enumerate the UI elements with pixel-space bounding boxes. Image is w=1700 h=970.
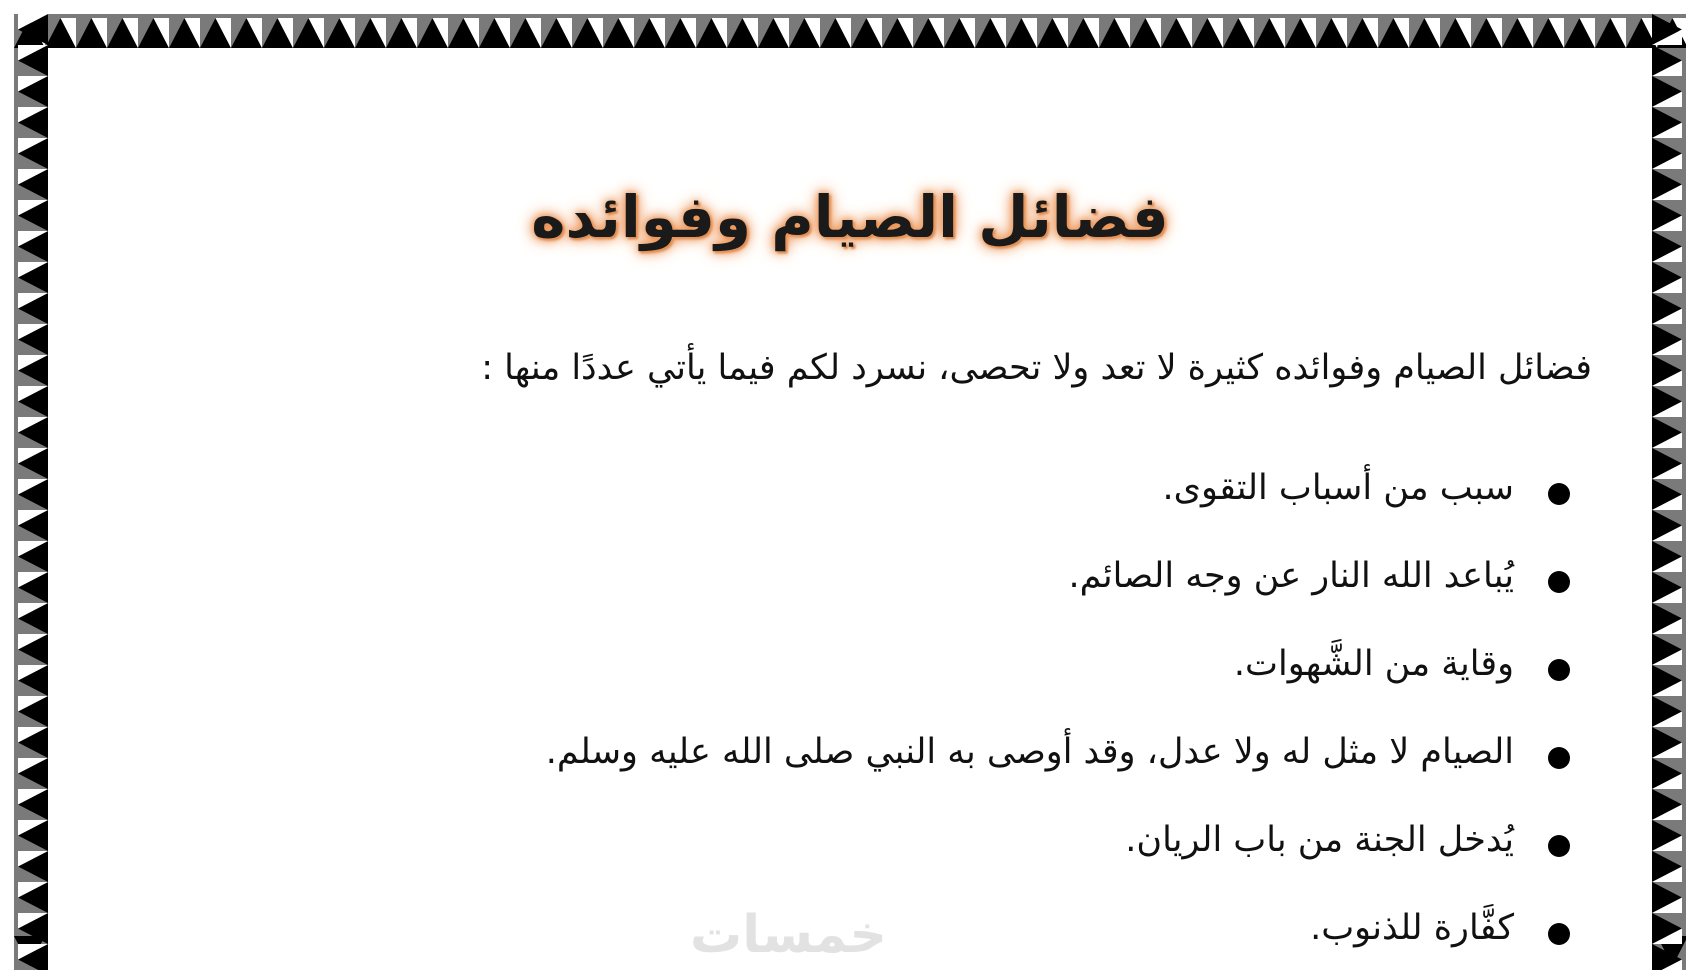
bullet-icon	[1548, 923, 1570, 945]
watermark-logo: خمسات	[690, 905, 888, 965]
list-item	[546, 732, 1570, 820]
bullet-icon	[1548, 659, 1570, 681]
list-item-text: الصيام لا مثل له ولا عدل، وقد أوصى به النبي صلى الله عليه وسلم.	[545, 732, 1514, 772]
intro-paragraph: فضائل الصيام وفوائده كثيرة لا تعد ولا تحصى، نسرد لكم فيما يأتي عددًا منها :	[481, 348, 1592, 388]
bullet-icon	[1548, 835, 1570, 857]
list-item	[546, 820, 1570, 908]
list-item-text: سبب من أسباب التقوى.	[1162, 468, 1514, 508]
decorative-border-frame	[14, 14, 1686, 970]
bullet-icon	[1548, 747, 1570, 769]
document-page	[48, 48, 1652, 970]
list-item-text: يُباعد الله النار عن وجه الصائم.	[1068, 556, 1514, 596]
list-item	[546, 556, 1570, 644]
benefits-list	[546, 468, 1570, 970]
bullet-icon	[1548, 571, 1570, 593]
list-item	[546, 468, 1570, 556]
list-item	[546, 644, 1570, 732]
bullet-icon	[1548, 483, 1570, 505]
document-title: فضائل الصيام وفوائده	[531, 183, 1169, 251]
list-item-text: كفَّارة للذنوب.	[1310, 908, 1514, 948]
list-item-text: وقاية من الشَّهوات.	[1233, 644, 1514, 684]
list-item-text: يُدخل الجنة من باب الريان.	[1125, 820, 1514, 860]
